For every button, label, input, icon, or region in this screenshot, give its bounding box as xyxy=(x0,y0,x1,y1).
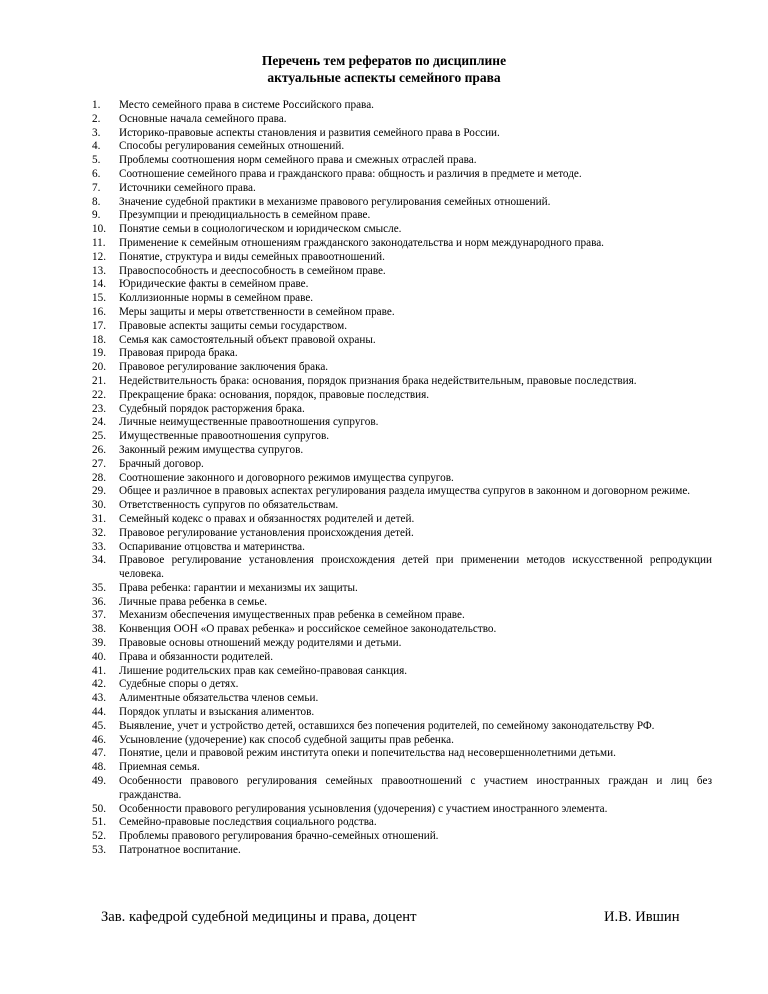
topic-text: Порядок уплаты и взыскания алиментов. xyxy=(119,706,315,719)
topic-item xyxy=(92,320,712,334)
topic-text: Имущественные правоотношения супругов. xyxy=(119,430,330,443)
topic-number: 48. xyxy=(92,761,106,774)
topic-number: 11. xyxy=(92,236,106,249)
topic-item xyxy=(92,430,712,444)
topic-item xyxy=(92,527,712,541)
topic-number: 53. xyxy=(92,844,106,857)
topic-text: Понятие, цели и правовой режим института опеки и попечительства над несовершеннолетними детьми. xyxy=(119,747,616,760)
topic-text: Правовое регулирование установления происхождения детей. xyxy=(119,526,414,539)
topic-number: 36. xyxy=(92,595,106,608)
topic-text: Права и обязанности родителей. xyxy=(119,650,274,663)
topic-text: Правовые аспекты защиты семьи государством. xyxy=(119,319,348,332)
topic-number: 24. xyxy=(92,416,106,429)
topic-number: 20. xyxy=(92,361,106,374)
topic-text: Понятие, структура и виды семейных правоотношений. xyxy=(119,250,385,263)
topic-number: 13. xyxy=(92,264,106,277)
topic-number: 18. xyxy=(92,333,106,346)
topic-item xyxy=(92,99,712,113)
topic-text: Лишение родительских прав как семейно-правовая санкция. xyxy=(119,664,408,677)
topic-item xyxy=(92,678,712,692)
topic-list xyxy=(92,99,712,858)
topic-number: 5. xyxy=(92,154,101,167)
topic-number: 25. xyxy=(92,430,106,443)
topic-number: 12. xyxy=(92,250,106,263)
topic-item xyxy=(92,803,712,817)
topic-text: Общее и различное в правовых аспектах регулирования раздела имущества супругов в законном и договорном режиме. xyxy=(119,485,691,498)
topic-number: 16. xyxy=(92,305,106,318)
topic-number: 26. xyxy=(92,443,106,456)
topic-number: 50. xyxy=(92,802,106,815)
topic-number: 41. xyxy=(92,664,106,677)
topic-item xyxy=(92,816,712,830)
topic-text: Проблемы соотношения норм семейного права и смежных отраслей права. xyxy=(119,154,477,167)
topic-item xyxy=(92,196,712,210)
topic-number: 14. xyxy=(92,278,106,291)
topic-item xyxy=(92,223,712,237)
topic-item xyxy=(92,582,712,596)
topic-number: 33. xyxy=(92,540,106,553)
topic-item xyxy=(92,472,712,486)
topic-item xyxy=(92,541,712,555)
topic-number: 4. xyxy=(92,140,101,153)
topic-item xyxy=(92,168,712,182)
topic-item xyxy=(92,609,712,623)
topic-text: Приемная семья. xyxy=(119,761,200,774)
signatory-position: Зав. кафедрой судебной медицины и права, доцент xyxy=(101,909,417,925)
topic-item xyxy=(92,154,712,168)
topic-number: 37. xyxy=(92,609,106,622)
topic-text: Меры защиты и меры ответственности в семейном праве. xyxy=(119,305,395,318)
topic-number: 51. xyxy=(92,816,106,829)
topic-number: 8. xyxy=(92,195,101,208)
topic-item xyxy=(92,251,712,265)
topic-text: Недействительность брака: основания, порядок признания брака недействительным, правовые последствия. xyxy=(119,374,637,387)
document-title-line-1: Перечень тем рефератов по дисциплине xyxy=(261,53,507,68)
topic-text: Источники семейного права. xyxy=(119,181,256,194)
topic-item xyxy=(92,747,712,761)
topic-item xyxy=(92,623,712,637)
topic-item xyxy=(92,499,712,513)
topic-text: Особенности правового регулирования семейных правоотношений с участием иностранных граждан и лиц без гражданства. xyxy=(119,775,712,801)
topic-number: 1. xyxy=(92,99,101,111)
topic-text: Алиментные обязательства членов семьи. xyxy=(119,692,319,705)
topic-text: Соотношение законного и договорного режимов имущества супругов. xyxy=(119,471,454,484)
topic-item xyxy=(92,775,712,803)
topic-number: 29. xyxy=(92,485,106,498)
topic-text: Патронатное воспитание. xyxy=(119,844,241,857)
topic-number: 21. xyxy=(92,374,106,387)
topic-item xyxy=(92,830,712,844)
topic-item xyxy=(92,665,712,679)
topic-number: 22. xyxy=(92,388,106,401)
topic-item xyxy=(92,389,712,403)
topic-text: Семейно-правовые последствия социального родства. xyxy=(119,816,377,829)
topic-text: Правовое регулирование заключения брака. xyxy=(119,361,329,374)
topic-item xyxy=(92,720,712,734)
topic-item xyxy=(92,734,712,748)
topic-text: Права ребенка: гарантии и механизмы их защиты. xyxy=(119,581,358,594)
topic-item xyxy=(92,334,712,348)
topic-text: Значение судебной практики в механизме правового регулирования семейных отношений. xyxy=(119,195,551,208)
topic-text: Способы регулирования семейных отношений. xyxy=(119,140,345,153)
topic-number: 9. xyxy=(92,209,101,222)
topic-number: 46. xyxy=(92,733,106,746)
topic-item xyxy=(92,596,712,610)
topic-text: Механизм обеспечения имущественных прав ребенка в семейном праве. xyxy=(119,609,465,622)
topic-text: Прекращение брака: основания, порядок, правовые последствия. xyxy=(119,388,430,401)
topic-text: Оспаривание отцовства и материнства. xyxy=(119,540,305,553)
topic-number: 31. xyxy=(92,512,106,525)
topic-item xyxy=(92,706,712,720)
topic-text: Проблемы правового регулирования брачно-семейных отношений. xyxy=(119,830,439,843)
topic-number: 7. xyxy=(92,181,101,194)
topic-number: 23. xyxy=(92,402,106,415)
topic-item xyxy=(92,844,712,858)
topic-number: 45. xyxy=(92,719,106,732)
topic-item xyxy=(92,361,712,375)
topic-number: 15. xyxy=(92,292,106,305)
topic-number: 10. xyxy=(92,223,106,236)
topic-number: 2. xyxy=(92,112,101,125)
topic-text: Коллизионные нормы в семейном праве. xyxy=(119,292,314,305)
topic-number: 28. xyxy=(92,471,106,484)
topic-item xyxy=(92,182,712,196)
topic-text: Личные права ребенка в семье. xyxy=(119,595,268,608)
topic-item xyxy=(92,554,712,582)
topic-item xyxy=(92,140,712,154)
topic-item xyxy=(92,292,712,306)
topic-text: Основные начала семейного права. xyxy=(119,112,287,125)
topic-number: 43. xyxy=(92,692,106,705)
topic-item xyxy=(92,485,712,499)
topic-number: 40. xyxy=(92,650,106,663)
topic-text: Семейный кодекс о правах и обязанностях родителей и детей. xyxy=(119,512,415,525)
topic-item xyxy=(92,651,712,665)
topic-number: 49. xyxy=(92,775,106,788)
topic-text: Правовая природа брака. xyxy=(119,347,238,360)
topic-text: Юридические факты в семейном праве. xyxy=(119,278,309,291)
topic-item xyxy=(92,458,712,472)
topic-text: Презумпции и преюдициальность в семейном праве. xyxy=(119,209,371,222)
topic-item xyxy=(92,347,712,361)
topic-text: Соотношение семейного права и гражданского права: общность и различия в предмете и методе. xyxy=(119,167,582,180)
topic-text: Законный режим имущества супругов. xyxy=(119,443,304,456)
topic-text: Особенности правового регулирования усыновления (удочерения) с участием иностранного элемента. xyxy=(119,802,608,815)
topic-item xyxy=(92,375,712,389)
topic-text: Личные неимущественные правоотношения супругов. xyxy=(119,416,379,429)
topic-item xyxy=(92,637,712,651)
topic-text: Судебный порядок расторжения брака. xyxy=(119,402,305,415)
topic-number: 52. xyxy=(92,830,106,843)
topic-number: 3. xyxy=(92,126,101,139)
topic-item xyxy=(92,113,712,127)
topic-number: 30. xyxy=(92,499,106,512)
topic-item xyxy=(92,692,712,706)
topic-text: Правовые основы отношений между родителями и детьми. xyxy=(119,637,402,650)
topic-number: 38. xyxy=(92,623,106,636)
topic-number: 44. xyxy=(92,706,106,719)
topic-number: 27. xyxy=(92,457,106,470)
topic-text: Семья как самостоятельный объект правовой охраны. xyxy=(119,333,376,346)
topic-number: 39. xyxy=(92,637,106,650)
topic-item xyxy=(92,416,712,430)
topic-text: Место семейного права в системе Российского права. xyxy=(119,99,374,111)
topic-item xyxy=(92,127,712,141)
topic-number: 32. xyxy=(92,526,106,539)
document-title-line-2: актуальные аспекты семейного права xyxy=(267,70,501,85)
topic-item xyxy=(92,513,712,527)
topic-number: 35. xyxy=(92,581,106,594)
topic-number: 19. xyxy=(92,347,106,360)
topic-item xyxy=(92,278,712,292)
topic-text: Историко-правовые аспекты становления и развития семейного права в России. xyxy=(119,126,500,139)
topic-text: Применение к семейным отношениям гражданского законодательства и норм международного права. xyxy=(119,236,604,249)
topic-item xyxy=(92,265,712,279)
topic-text: Усыновление (удочерение) как способ судебной защиты прав ребенка. xyxy=(119,733,454,746)
topic-number: 34. xyxy=(92,554,106,567)
topic-item xyxy=(92,306,712,320)
topic-number: 47. xyxy=(92,747,106,760)
topic-text: Выявление, учет и устройство детей, оставшихся без попечения родителей, по семейному законодательству РФ. xyxy=(119,719,655,732)
topic-number: 17. xyxy=(92,319,106,332)
topic-item xyxy=(92,403,712,417)
signatory-name: И.В. Ившин xyxy=(604,909,680,925)
topic-text: Правовое регулирование установления происхождения детей при применении методов искусственной репродукции человека. xyxy=(119,554,712,581)
topic-item xyxy=(92,237,712,251)
topic-item xyxy=(92,444,712,458)
topic-number: 42. xyxy=(92,678,106,691)
topic-text: Конвенция ООН «О правах ребенка» и российское семейное законодательство. xyxy=(119,623,497,636)
topic-text: Понятие семьи в социологическом и юридическом смысле. xyxy=(119,223,402,236)
topic-number: 6. xyxy=(92,167,101,180)
topic-text: Судебные споры о детях. xyxy=(119,678,239,691)
topic-text: Ответственность супругов по обязательствам. xyxy=(119,499,339,512)
topic-text: Брачный договор. xyxy=(119,457,204,470)
topic-item xyxy=(92,209,712,223)
topic-text: Правоспособность и дееспособность в семейном праве. xyxy=(119,264,386,277)
topic-item xyxy=(92,761,712,775)
